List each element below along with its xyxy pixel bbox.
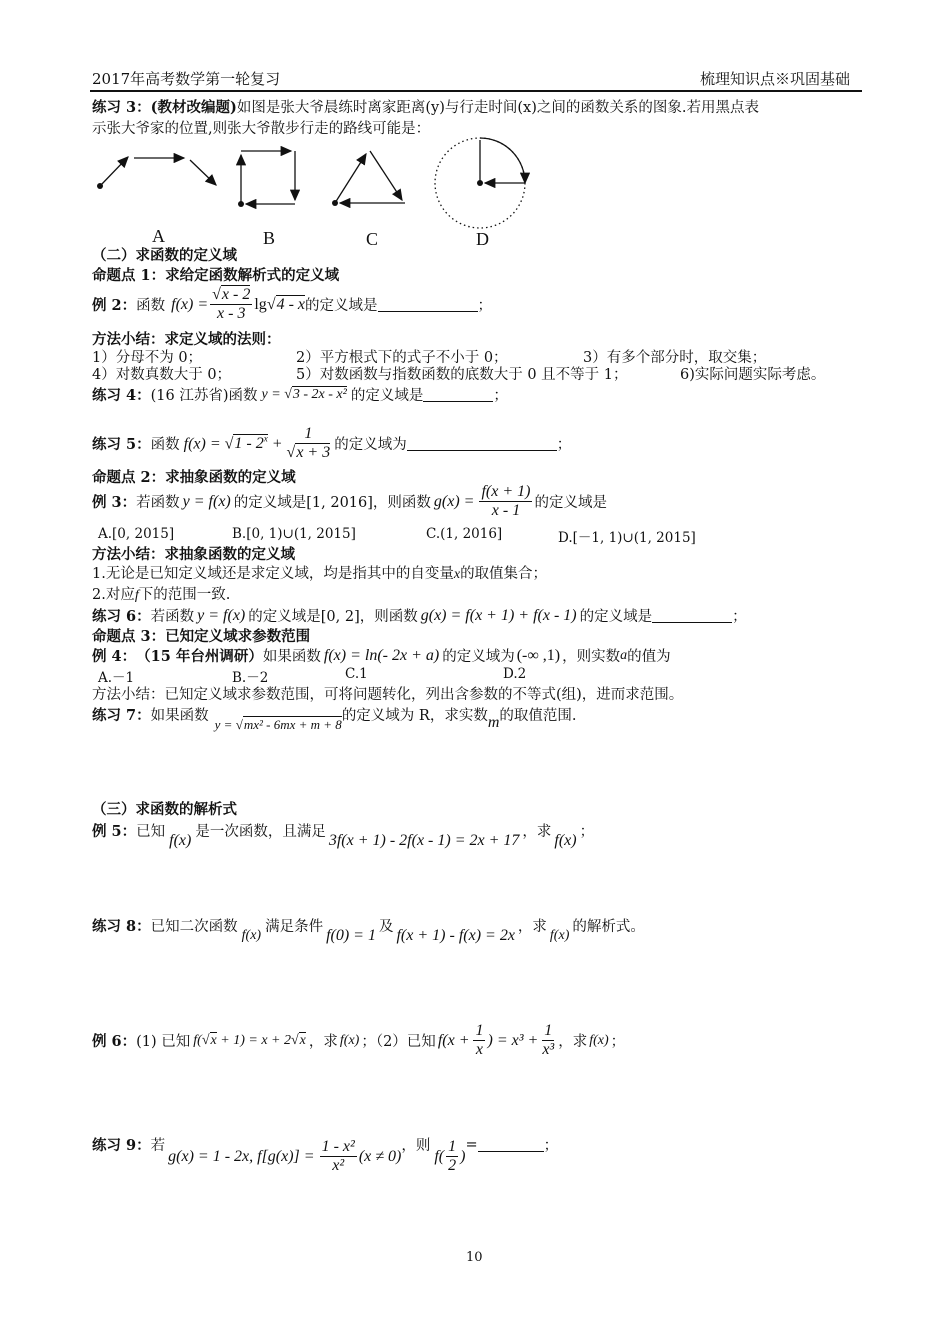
example-4-option-b: B.－2 xyxy=(232,670,269,686)
topic-3: 命题点 3：已知定义域求参数范围 xyxy=(92,628,311,645)
rule-5: 5）对数函数与指数函数的底数大于 0 且不等于 1； xyxy=(296,367,628,383)
example-2-fraction: $\frac{√x - 2}{x - 3}$ xyxy=(212,286,251,322)
topic-2: 命题点 2：求抽象函数的定义域 xyxy=(92,469,296,486)
figure-label-b: B xyxy=(263,228,276,248)
header-left: 2017年高考数学第一轮复习 xyxy=(92,70,281,88)
rule-2: 2）平方根式下的式子不小于 0； xyxy=(296,350,508,366)
figure-b xyxy=(232,145,302,210)
figure-a xyxy=(90,140,230,200)
example-4-option-d: D.2 xyxy=(503,666,527,682)
exercise-3 xyxy=(92,96,759,117)
page-number: 10 xyxy=(466,1250,483,1265)
practice-6-answer-blank[interactable] xyxy=(652,608,732,623)
figure-c xyxy=(328,145,413,210)
figure-label-c: C xyxy=(366,229,379,249)
figure-d xyxy=(430,133,530,233)
example-4-option-a: A.－1 xyxy=(98,670,135,686)
practice-4: 练习 4： (16 江苏省)函数 y = √3 - 2x - x² 的定义域是 ； xyxy=(92,386,508,404)
rule-4: 4）对数真数大于 0； xyxy=(92,367,232,383)
exercise-3-label: 练习 3： xyxy=(92,99,151,116)
method-summary-3: 方法小结：已知定义域求参数范围，可将问题转化，列出含参数的不等式(组)，进而求范围。 xyxy=(92,687,684,703)
example-5: 例 5： 已知 f(x) 是一次函数，且满足 3f(x + 1) - 2f(x - 1) = 2x + 17 ，求 f(x) ； xyxy=(92,823,595,849)
exercise-3-line2: 示张大爷家的位置,则张大爷散步行走的路线可能是： xyxy=(92,121,431,137)
rule-1: 1）分母不为 0； xyxy=(92,350,203,366)
example-3-option-b: B.[0, 1)∪(1, 2015] xyxy=(232,526,356,542)
practice-4-answer-blank[interactable] xyxy=(423,387,493,402)
example-6: 例 6： (1) 已知 f(√x + 1) = x + 2√x ，求 f(x) ；（2）已知 f(x + $\frac{1}{x}$ ) = x³ + $\frac{1}{\text{x³}}$ ，求 f(x) ； xyxy=(92,1022,626,1058)
rule-6: 6)实际问题实际考虑。 xyxy=(680,367,826,383)
header-right: 梳理知识点※巩固基础 xyxy=(700,70,851,88)
example-4: 例 4： （15 年台州调研） 如果函数 f(x) = ln(- 2x + a) 的定义域为 (-∞ ,1) ，则实数 a 的值为 xyxy=(92,646,671,665)
figure-label-a: A xyxy=(152,226,165,246)
example-2: 例 2： 函数 f(x) = $\frac{√x - 2}{x - 3}$ lg √4 - x 的定义域是 ； xyxy=(92,286,493,322)
method-summary-2: 方法小结：求抽象函数的定义域 xyxy=(92,546,295,563)
example-3-option-c: C.(1, 2016] xyxy=(426,526,503,542)
example-3-option-d: D.[－1, 1)∪(1, 2015] xyxy=(558,530,696,546)
method-2-line-2: 2.对应f下的范围一致. xyxy=(92,587,231,603)
rule-3: 3）有多个部分时，取交集； xyxy=(583,350,767,366)
exercise-3-tag: (教材改编题) xyxy=(150,99,237,116)
practice-8: 练习 8： 已知二次函数 f(x) 满足条件 f(0) = 1 及 f(x + 1) - f(x) = 2x ，求 f(x) 的解析式。 xyxy=(92,918,645,944)
practice-9: 练习 9： 若 g(x) = 1 - 2x, f[g(x)] = $\frac{\text{1 - x²}}{\text{x²}}$ (x ≠ 0) ，则 f( $\frac{1}{2}$ ) = ； xyxy=(92,1136,559,1174)
method-summary-1: 方法小结：求定义域的法则： xyxy=(92,331,281,348)
practice-9-answer-blank[interactable] xyxy=(478,1137,544,1152)
section-3-title: （三）求函数的解析式 xyxy=(92,801,237,818)
example-3: 例 3： 若函数 y = f(x) 的定义域是[1, 2016]，则函数 g(x) = $\frac{f(x + 1)}{x - 1}$ 的定义域是 xyxy=(92,483,607,519)
practice-5-answer-blank[interactable] xyxy=(407,436,557,451)
practice-5: 练习 5： 函数 $f(x) = √1 - 2^x$ + $\frac{1}{√x + 3}$ 的定义域为 ； xyxy=(92,425,572,461)
exercise-3-line1: 如图是张大爷晨练时离家距离(y)与行走时间(x)之间的函数关系的图象.若用黑点表 xyxy=(236,100,759,116)
topic-1: 命题点 1：求给定函数解析式的定义域 xyxy=(92,267,340,284)
example-3-option-a: A.[0, 2015] xyxy=(98,526,175,542)
method-2-line-1: 1.无论是已知定义域还是求定义域，均是指其中的自变量x的取值集合； xyxy=(92,566,548,582)
example-2-answer-blank[interactable] xyxy=(378,297,478,312)
figure-label-d: D xyxy=(476,229,489,249)
practice-6: 练习 6： 若函数 y = f(x) 的定义域是[0, 2]，则函数 g(x) = f(x + 1) + f(x - 1) 的定义域是 ； xyxy=(92,606,747,625)
header-rule xyxy=(90,90,862,92)
practice-7: 练习 7： 如果函数 y = √mx² - 6mx + m + 8 的定义域为 R，求实数 m 的取值范围. xyxy=(92,707,577,732)
section-2-title: （二）求函数的定义域 xyxy=(92,247,237,264)
example-4-option-c: C.1 xyxy=(345,666,368,682)
